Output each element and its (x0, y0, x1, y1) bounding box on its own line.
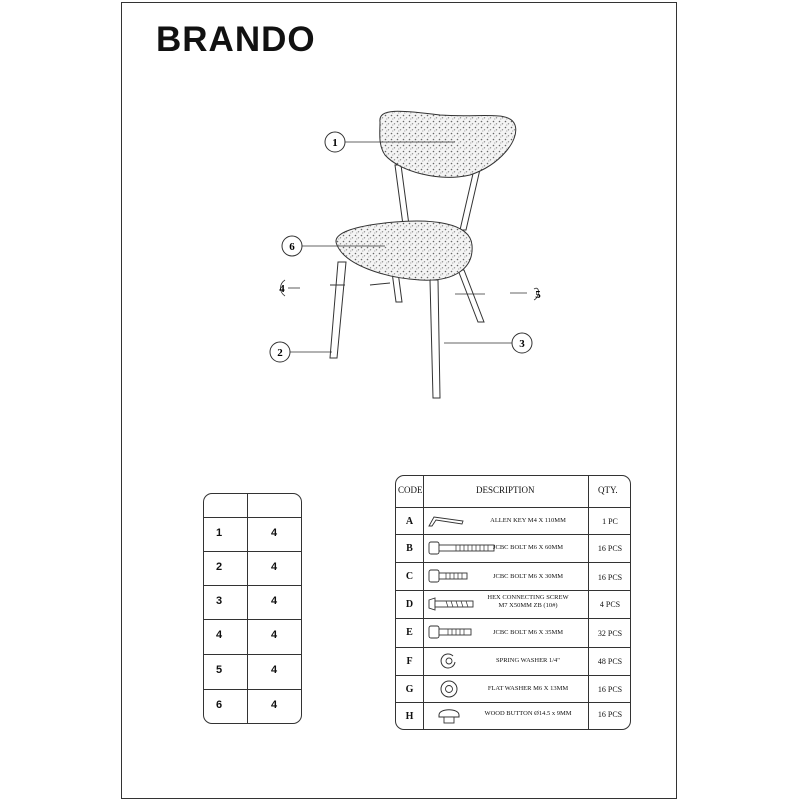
hardware-desc: SPRING WASHER 1/4" (496, 657, 560, 664)
part-number: 2 (216, 561, 223, 573)
parts-table (203, 493, 302, 724)
hardware-code: D (405, 599, 414, 610)
hardware-qty: 32 PCS (597, 629, 623, 638)
callout-5 (535, 289, 541, 301)
hardware-code: F (406, 656, 413, 667)
hardware-table (395, 475, 631, 730)
hardware-qty: 16 PCS (597, 685, 623, 694)
hardware-qty: 16 PCS (597, 710, 623, 719)
page-title: BRANDO (156, 20, 316, 59)
chair-diagram (260, 105, 560, 405)
flat-washer-icon (438, 678, 460, 700)
table-row (396, 618, 631, 647)
header-description: DESCRIPTION (476, 485, 535, 495)
hardware-desc-line2: M7 X50MM ZB (10#) (498, 602, 558, 609)
callout-5-label: 5 (535, 289, 541, 301)
hardware-qty: 1 PC (602, 517, 618, 526)
header-code: CODE (398, 485, 423, 495)
hardware-qty: 16 PCS (597, 544, 623, 553)
table-row (204, 517, 302, 549)
hardware-code: H (405, 711, 414, 722)
table-row (396, 562, 631, 590)
table-row (204, 551, 302, 583)
table-row (204, 654, 302, 686)
hardware-code: E (406, 627, 413, 638)
table-row (396, 702, 631, 730)
part-qty: 4 (271, 699, 278, 711)
part-qty: 4 (271, 629, 278, 641)
part-number: 1 (216, 527, 223, 539)
hardware-desc: HEX CONNECTING SCREW (487, 594, 569, 601)
hardware-desc: JCBC BOLT M6 X 60MM (492, 544, 564, 551)
table-row (204, 585, 302, 617)
allen-key-icon (426, 512, 466, 528)
hardware-code: C (405, 571, 414, 582)
hardware-desc: WOOD BUTTON Ø14.5 x 9MM (484, 710, 572, 717)
part-number: 5 (216, 664, 223, 676)
part-number: 6 (216, 699, 223, 711)
chair-drawing (330, 111, 516, 398)
callout-6 (282, 236, 302, 256)
callout-2-label: 2 (277, 347, 283, 359)
callout-4 (279, 283, 285, 295)
callout-4-label: 4 (279, 283, 285, 295)
part-number: 3 (216, 595, 223, 607)
callout-6-label: 6 (289, 241, 295, 253)
callout-2 (270, 342, 290, 362)
callout-3 (512, 333, 532, 353)
hardware-desc: ALLEN KEY M4 X 110MM (490, 517, 566, 524)
hardware-qty: 48 PCS (597, 657, 623, 666)
spring-washer-icon (438, 650, 460, 672)
table-row (396, 534, 631, 562)
part-number: 4 (216, 629, 223, 641)
table-row (396, 675, 631, 702)
hardware-desc: FLAT WASHER M6 X 13MM (487, 685, 569, 692)
hardware-qty: 16 PCS (597, 573, 623, 582)
part-qty: 4 (271, 595, 278, 607)
callout-3-label: 3 (519, 338, 525, 350)
callout-1 (325, 132, 345, 152)
table-row (204, 689, 302, 721)
hardware-desc: JCBC BOLT M6 X 30MM (492, 573, 564, 580)
table-row (204, 619, 302, 651)
part-qty: 4 (271, 561, 278, 573)
hardware-desc: JCBC BOLT M6 X 35MM (492, 629, 564, 636)
callout-1-label: 1 (332, 137, 338, 149)
table-row (396, 590, 631, 618)
short-bolt-icon (426, 568, 471, 584)
part-qty: 4 (271, 527, 278, 539)
hardware-code: B (406, 543, 413, 554)
table-row (396, 507, 631, 534)
hardware-code: A (405, 516, 414, 527)
hardware-qty: 4 PCS (599, 600, 621, 609)
part-qty: 4 (271, 664, 278, 676)
header-qty: QTY. (598, 485, 618, 495)
table-row (396, 647, 631, 675)
wood-button-icon (436, 705, 462, 727)
hardware-code: G (405, 684, 414, 695)
